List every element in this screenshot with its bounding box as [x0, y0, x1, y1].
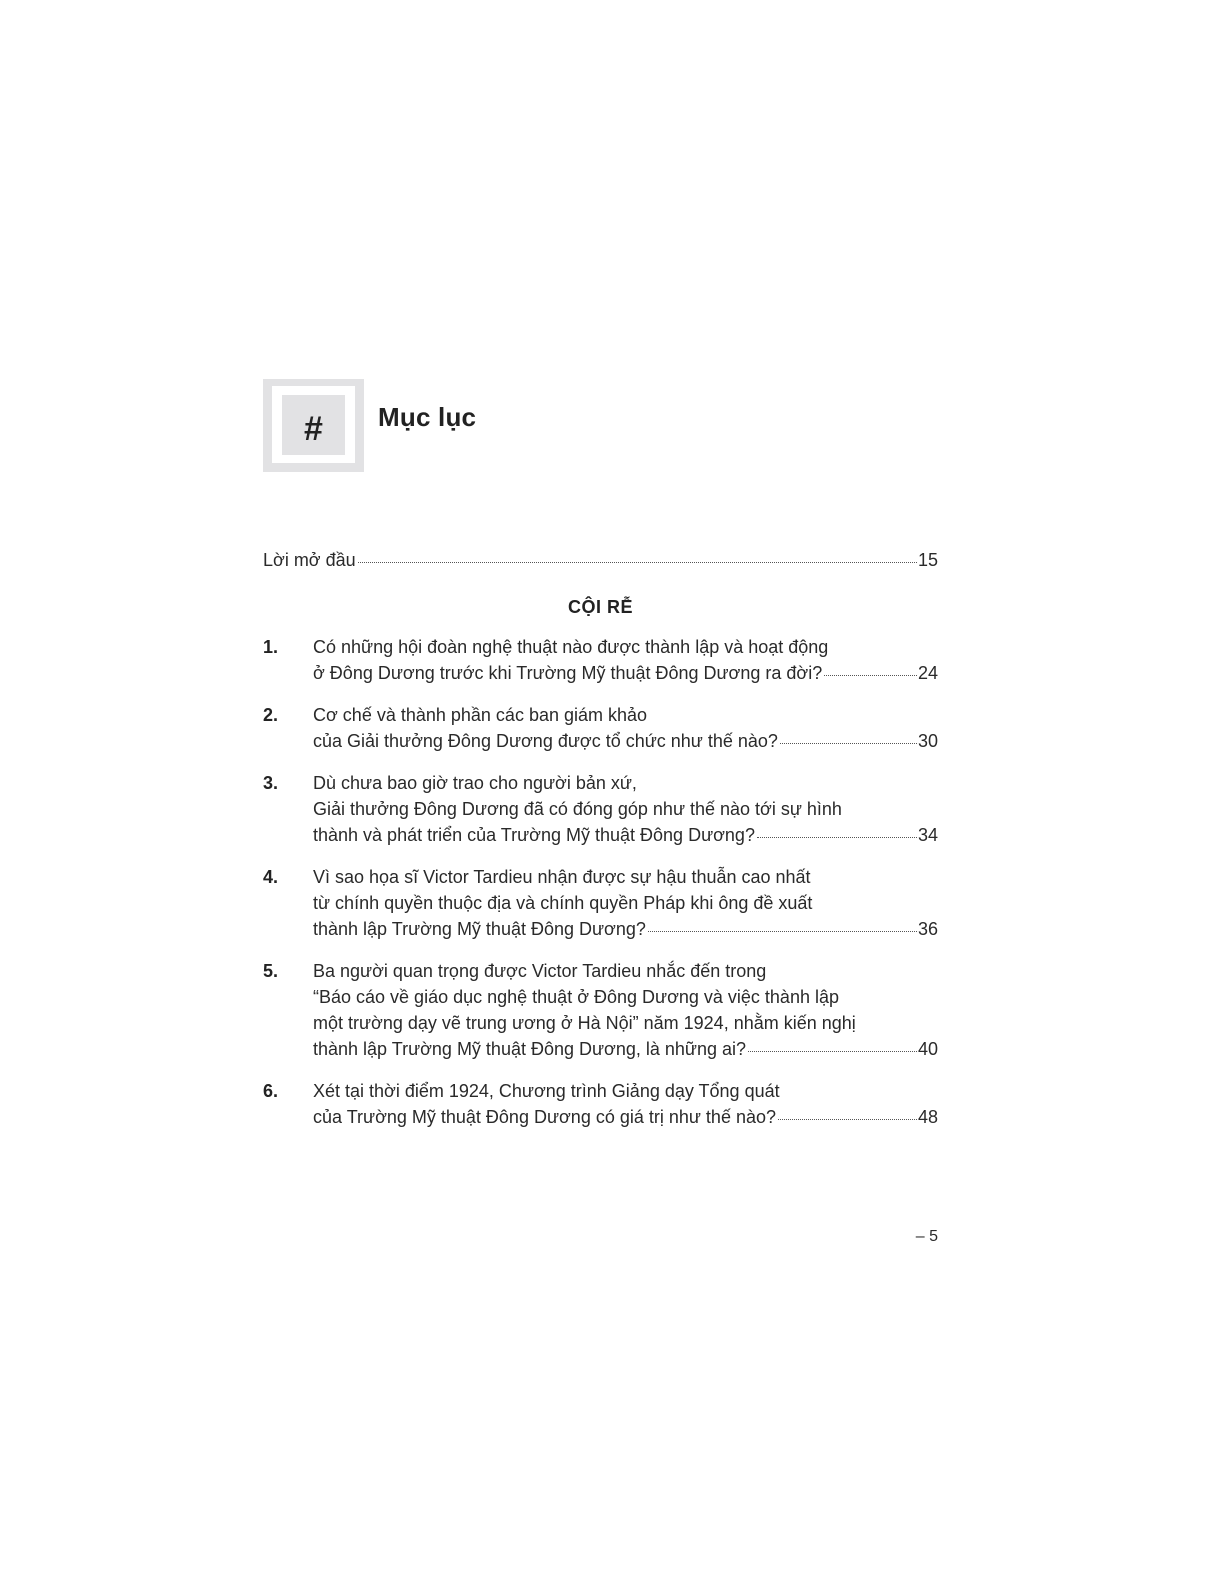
- dot-leader: [780, 743, 917, 744]
- entry-line: thành lập Trường Mỹ thuật Đông Dương, là những ai?: [313, 1039, 747, 1059]
- entry-page: 34: [917, 825, 938, 845]
- toc-heading-icon: [263, 379, 364, 472]
- entry-last-line: [313, 822, 938, 848]
- entry-line: từ chính quyền thuộc địa và chính quyền Pháp khi ông đề xuất: [313, 893, 813, 913]
- toc-entry[interactable]: [263, 864, 938, 942]
- toc-intro-label: Lời mở đầu: [263, 550, 356, 570]
- entry-number: 2.: [263, 705, 279, 725]
- entry-page: 40: [917, 1039, 938, 1059]
- entry-page: 36: [917, 919, 938, 939]
- entry-line: Vì sao họa sĩ Victor Tardieu nhận được sự hậu thuẫn cao nhất: [313, 867, 811, 887]
- entry-line: “Báo cáo về giáo dục nghệ thuật ở Đông Dương và việc thành lập: [313, 987, 839, 1007]
- entry-number: 3.: [263, 773, 279, 793]
- entry-line: Có những hội đoàn nghệ thuật nào được thành lập và hoạt động: [313, 637, 829, 657]
- frame-bar-bottom: [263, 463, 355, 472]
- toc-intro-page: 15: [917, 550, 938, 570]
- frame-bar-top: [263, 379, 364, 386]
- toc-entry[interactable]: [263, 702, 938, 754]
- entry-line: Dù chưa bao giờ trao cho người bản xứ,: [313, 773, 637, 793]
- entry-text: [313, 702, 938, 754]
- toc-entry[interactable]: [263, 958, 938, 1062]
- entry-text: [313, 864, 938, 942]
- entry-last-line: [313, 728, 938, 754]
- table-of-contents: [263, 547, 938, 1146]
- page-title: Mục lục: [378, 402, 477, 432]
- entry-line: một trường dạy vẽ trung ương ở Hà Nội” năm 1924, nhằm kiến nghị: [313, 1013, 856, 1033]
- entry-text: [313, 1078, 938, 1130]
- toc-entry[interactable]: [263, 1078, 938, 1130]
- entry-text: [313, 958, 938, 1062]
- dot-leader: [748, 1051, 917, 1052]
- dot-leader: [778, 1119, 917, 1120]
- entry-text: [313, 770, 938, 848]
- entry-number: 6.: [263, 1081, 279, 1101]
- entry-number: 5.: [263, 961, 279, 981]
- entry-line: Xét tại thời điểm 1924, Chương trình Giảng dạy Tổng quát: [313, 1081, 780, 1101]
- frame-bar-left: [263, 379, 272, 472]
- entry-page: 30: [917, 731, 938, 751]
- toc-entry[interactable]: [263, 770, 938, 848]
- entry-line: Giải thưởng Đông Dương đã có đóng góp như thế nào tới sự hình: [313, 799, 842, 819]
- toc-intro-line[interactable]: [263, 547, 938, 573]
- entry-line: thành lập Trường Mỹ thuật Đông Dương?: [313, 919, 646, 939]
- entry-page: 24: [917, 663, 938, 683]
- toc-entry[interactable]: [263, 634, 938, 686]
- entry-line: ở Đông Dương trước khi Trường Mỹ thuật Đông Dương ra đời?: [313, 663, 823, 683]
- entry-line: thành và phát triển của Trường Mỹ thuật Đông Dương?: [313, 825, 755, 845]
- frame-bar-right: [355, 379, 364, 472]
- entry-line: Cơ chế và thành phần các ban giám khảo: [313, 705, 648, 725]
- hash-icon: #: [304, 409, 323, 448]
- entry-number: 1.: [263, 637, 279, 657]
- entry-last-line: [313, 660, 938, 686]
- dot-leader: [358, 562, 917, 563]
- entry-line: Ba người quan trọng được Victor Tardieu nhắc đến trong: [313, 961, 767, 981]
- entry-number: 4.: [263, 867, 279, 887]
- entry-last-line: [313, 1036, 938, 1062]
- entry-line: của Giải thưởng Đông Dương được tổ chức như thế nào?: [313, 731, 778, 751]
- section-heading: CỘI RỄ: [567, 597, 633, 617]
- dot-leader: [648, 931, 917, 932]
- entry-last-line: [313, 1104, 938, 1130]
- dot-leader: [824, 675, 917, 676]
- entry-last-line: [313, 916, 938, 942]
- hash-icon-box: [282, 395, 345, 455]
- entry-page: 48: [917, 1107, 938, 1127]
- dot-leader: [757, 837, 917, 838]
- entry-text: [313, 634, 938, 686]
- entry-line: của Trường Mỹ thuật Đông Dương có giá trị như thế nào?: [313, 1107, 776, 1127]
- page-number: – 5: [915, 1228, 938, 1245]
